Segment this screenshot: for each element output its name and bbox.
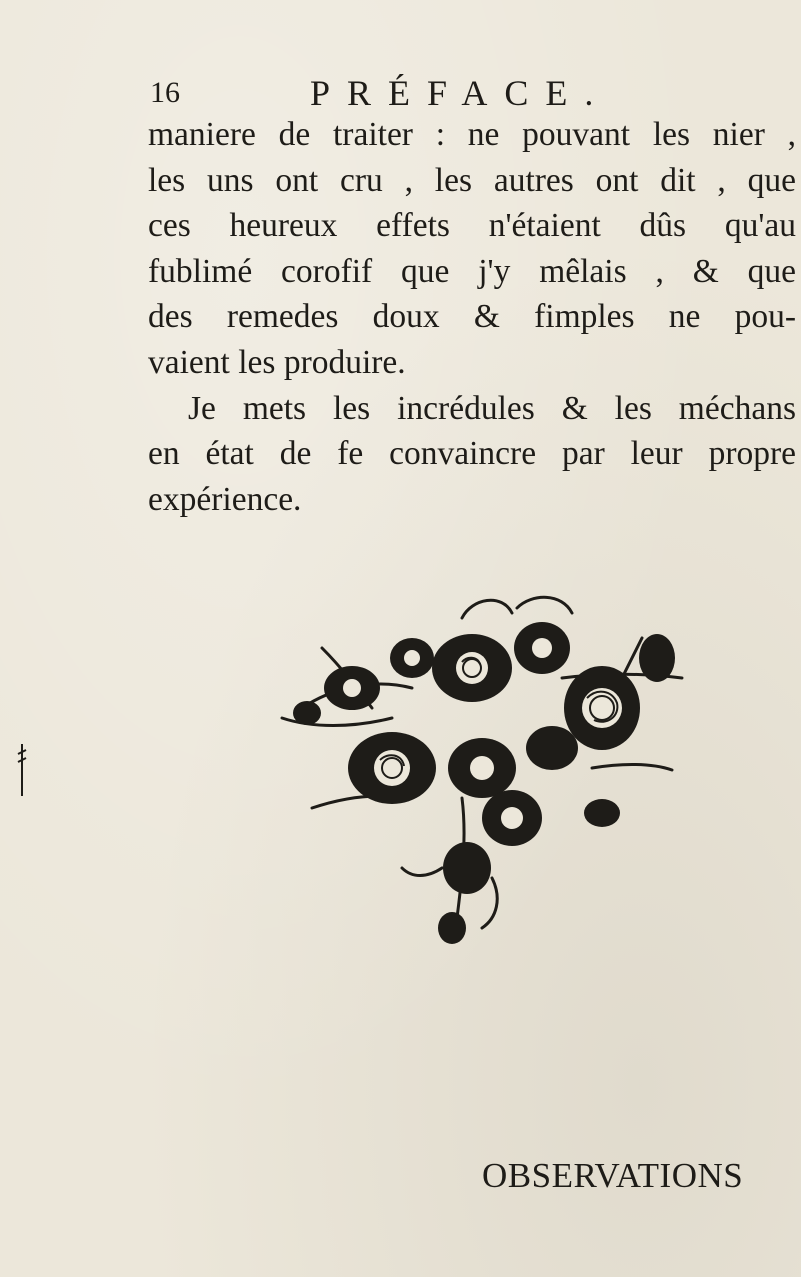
- running-head: [150, 72, 710, 112]
- paragraph-1: [148, 112, 796, 386]
- text-line: expérience.: [148, 480, 302, 518]
- running-title: PRÉFACE.: [310, 73, 611, 113]
- text-line: les uns ont cru , les autres ont dit , que: [148, 161, 796, 199]
- catchword: OBSERVATIONS: [482, 1156, 744, 1195]
- body-text: [148, 112, 796, 522]
- margin-mark-icon: [15, 740, 29, 800]
- text-line: des remedes doux & fimples ne pou-: [148, 298, 796, 336]
- text-line: en état de fe convaincre par leur propre: [148, 435, 796, 473]
- text-line: ces heureux effets n'étaient dûs qu'au: [148, 207, 796, 245]
- text-line: maniere de traiter : ne pouvant les nier ,: [148, 116, 796, 153]
- text-line: fublimé corofif que j'y mêlais , & que: [148, 252, 796, 290]
- page-number: 16: [150, 76, 180, 109]
- floral-vignette-icon: [262, 578, 712, 978]
- text-line: vaient les produire.: [148, 343, 406, 381]
- text-line: Je mets les incrédules & les méchans: [188, 389, 796, 427]
- paragraph-2: [148, 386, 796, 523]
